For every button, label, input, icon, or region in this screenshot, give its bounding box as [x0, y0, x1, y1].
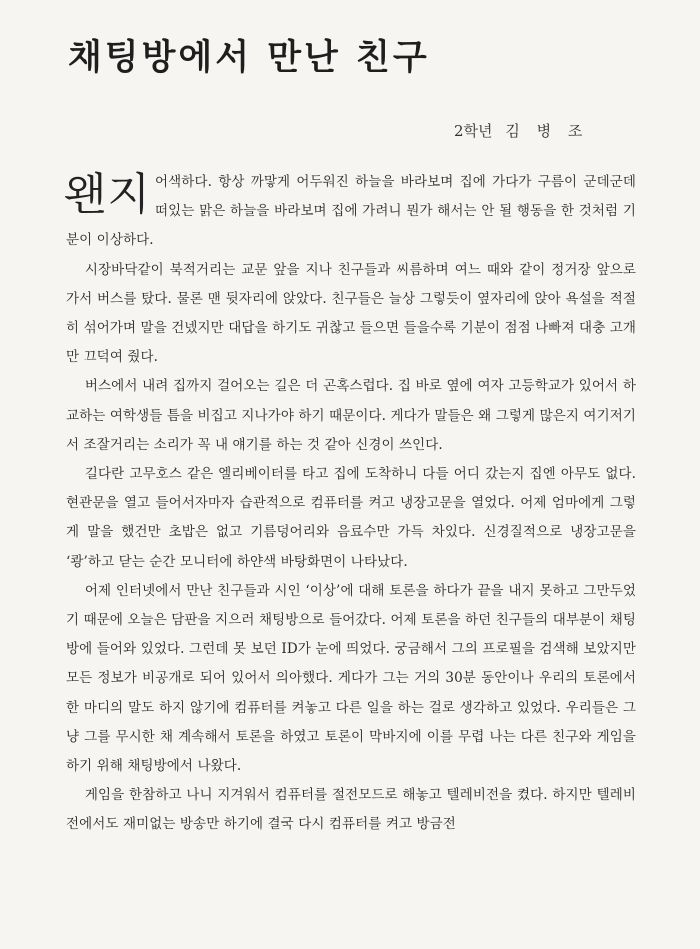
- paragraph-5: 어제 인터넷에서 만난 친구들과 시인 ‘이상’에 대해 토론을 하다가 끝을 내지 못하고 그만두었기 때문에 오늘은 담판을 지으러 채팅방으로 들어갔다. 어제 토론을 하던 친구들의 대부분이 채팅방에 들어와 있었다. 그런데 못 보던 ID가 눈에 띄었다. 궁금해서 그의 프로필을 검색해 보았지만 모든 정보가 비공개로 되어 있어서 의아했다. 게다가 그는 거의 30분 동안이나 우리의 토론에서 한 마디의 말도 하지 않기에 컴퓨터를 켜놓고 다른 일을 하는 걸로 생각하고 있었다. 우리들은 그냥 그를 무시한 채 계속해서 토론을 하였고 토론이 막바지에 이를 무렵 나는 다른 친구와 게임을 하기 위해 채팅방에서 나왔다.: [66, 582, 636, 775]
- paragraph-4: 길다란 고무호스 같은 엘리베이터를 타고 집에 도착하니 다들 어디 갔는지 집엔 아무도 없다. 현관문을 열고 들어서자마자 습관적으로 컴퓨터를 켜고 냉장고문을 열었다. 어제 엄마에게 그렇게 말을 했건만 초밥은 없고 기름덩어리와 음료수만 가득 차있다. 신경질적으로 냉장고문을 ‘쾅’하고 닫는 순간 모니터에 하얀색 바탕화면이 나타났다.: [66, 466, 636, 570]
- article-body: [66, 168, 636, 840]
- paragraph-text: 어색하다. 항상 까맣게 어두워진 하늘을 바라보며 집에 가다가 구름이 군데군데 떠있는 맑은 하늘을 바라보며 집에 가려니 뭔가 해서는 안 될 행동을 한 것처럼 기분이 이상하다.: [66, 174, 636, 249]
- author-name: 김 병 조: [505, 122, 589, 140]
- paragraph-2: 시장바닥같이 북적거리는 교문 앞을 지나 친구들과 씨름하며 여느 때와 같이 정거장 앞으로 가서 버스를 탔다. 물론 맨 뒷자리에 앉았다. 친구들은 늘상 그렇듯이 옆자리에 앉아 욕설을 적절히 섞어가며 말을 건넸지만 대답을 하기도 귀찮고 들으면 들을수록 기분이 점점 나빠져 대충 고개만 끄덕여 줬다.: [66, 261, 636, 366]
- author-byline: [454, 120, 588, 141]
- paragraph-1: [66, 168, 636, 256]
- paragraph-6: 게임을 한참하고 나니 지겨워서 컴퓨터를 절전모드로 해놓고 텔레비전을 켰다. 하지만 텔레비전에서도 재미없는 방송만 하기에 결국 다시 컴퓨터를 켜고 방금전: [66, 787, 636, 833]
- paragraph-3: 버스에서 내려 집까지 걸어오는 길은 더 곤혹스럽다. 집 바로 옆에 여자 고등학교가 있어서 하교하는 여학생들 틈을 비집고 지나가야 하기 때문이다. 게다가 말들은 왜 그렇게 많은지 여기저기서 조잘거리는 소리가 꼭 내 얘기를 하는 것 같아 신경이 쓰인다.: [66, 378, 636, 453]
- drop-cap: 왠지: [64, 169, 152, 220]
- page-title: 채팅방에서 만난 친구: [68, 38, 430, 78]
- author-grade: 2학년: [454, 122, 493, 140]
